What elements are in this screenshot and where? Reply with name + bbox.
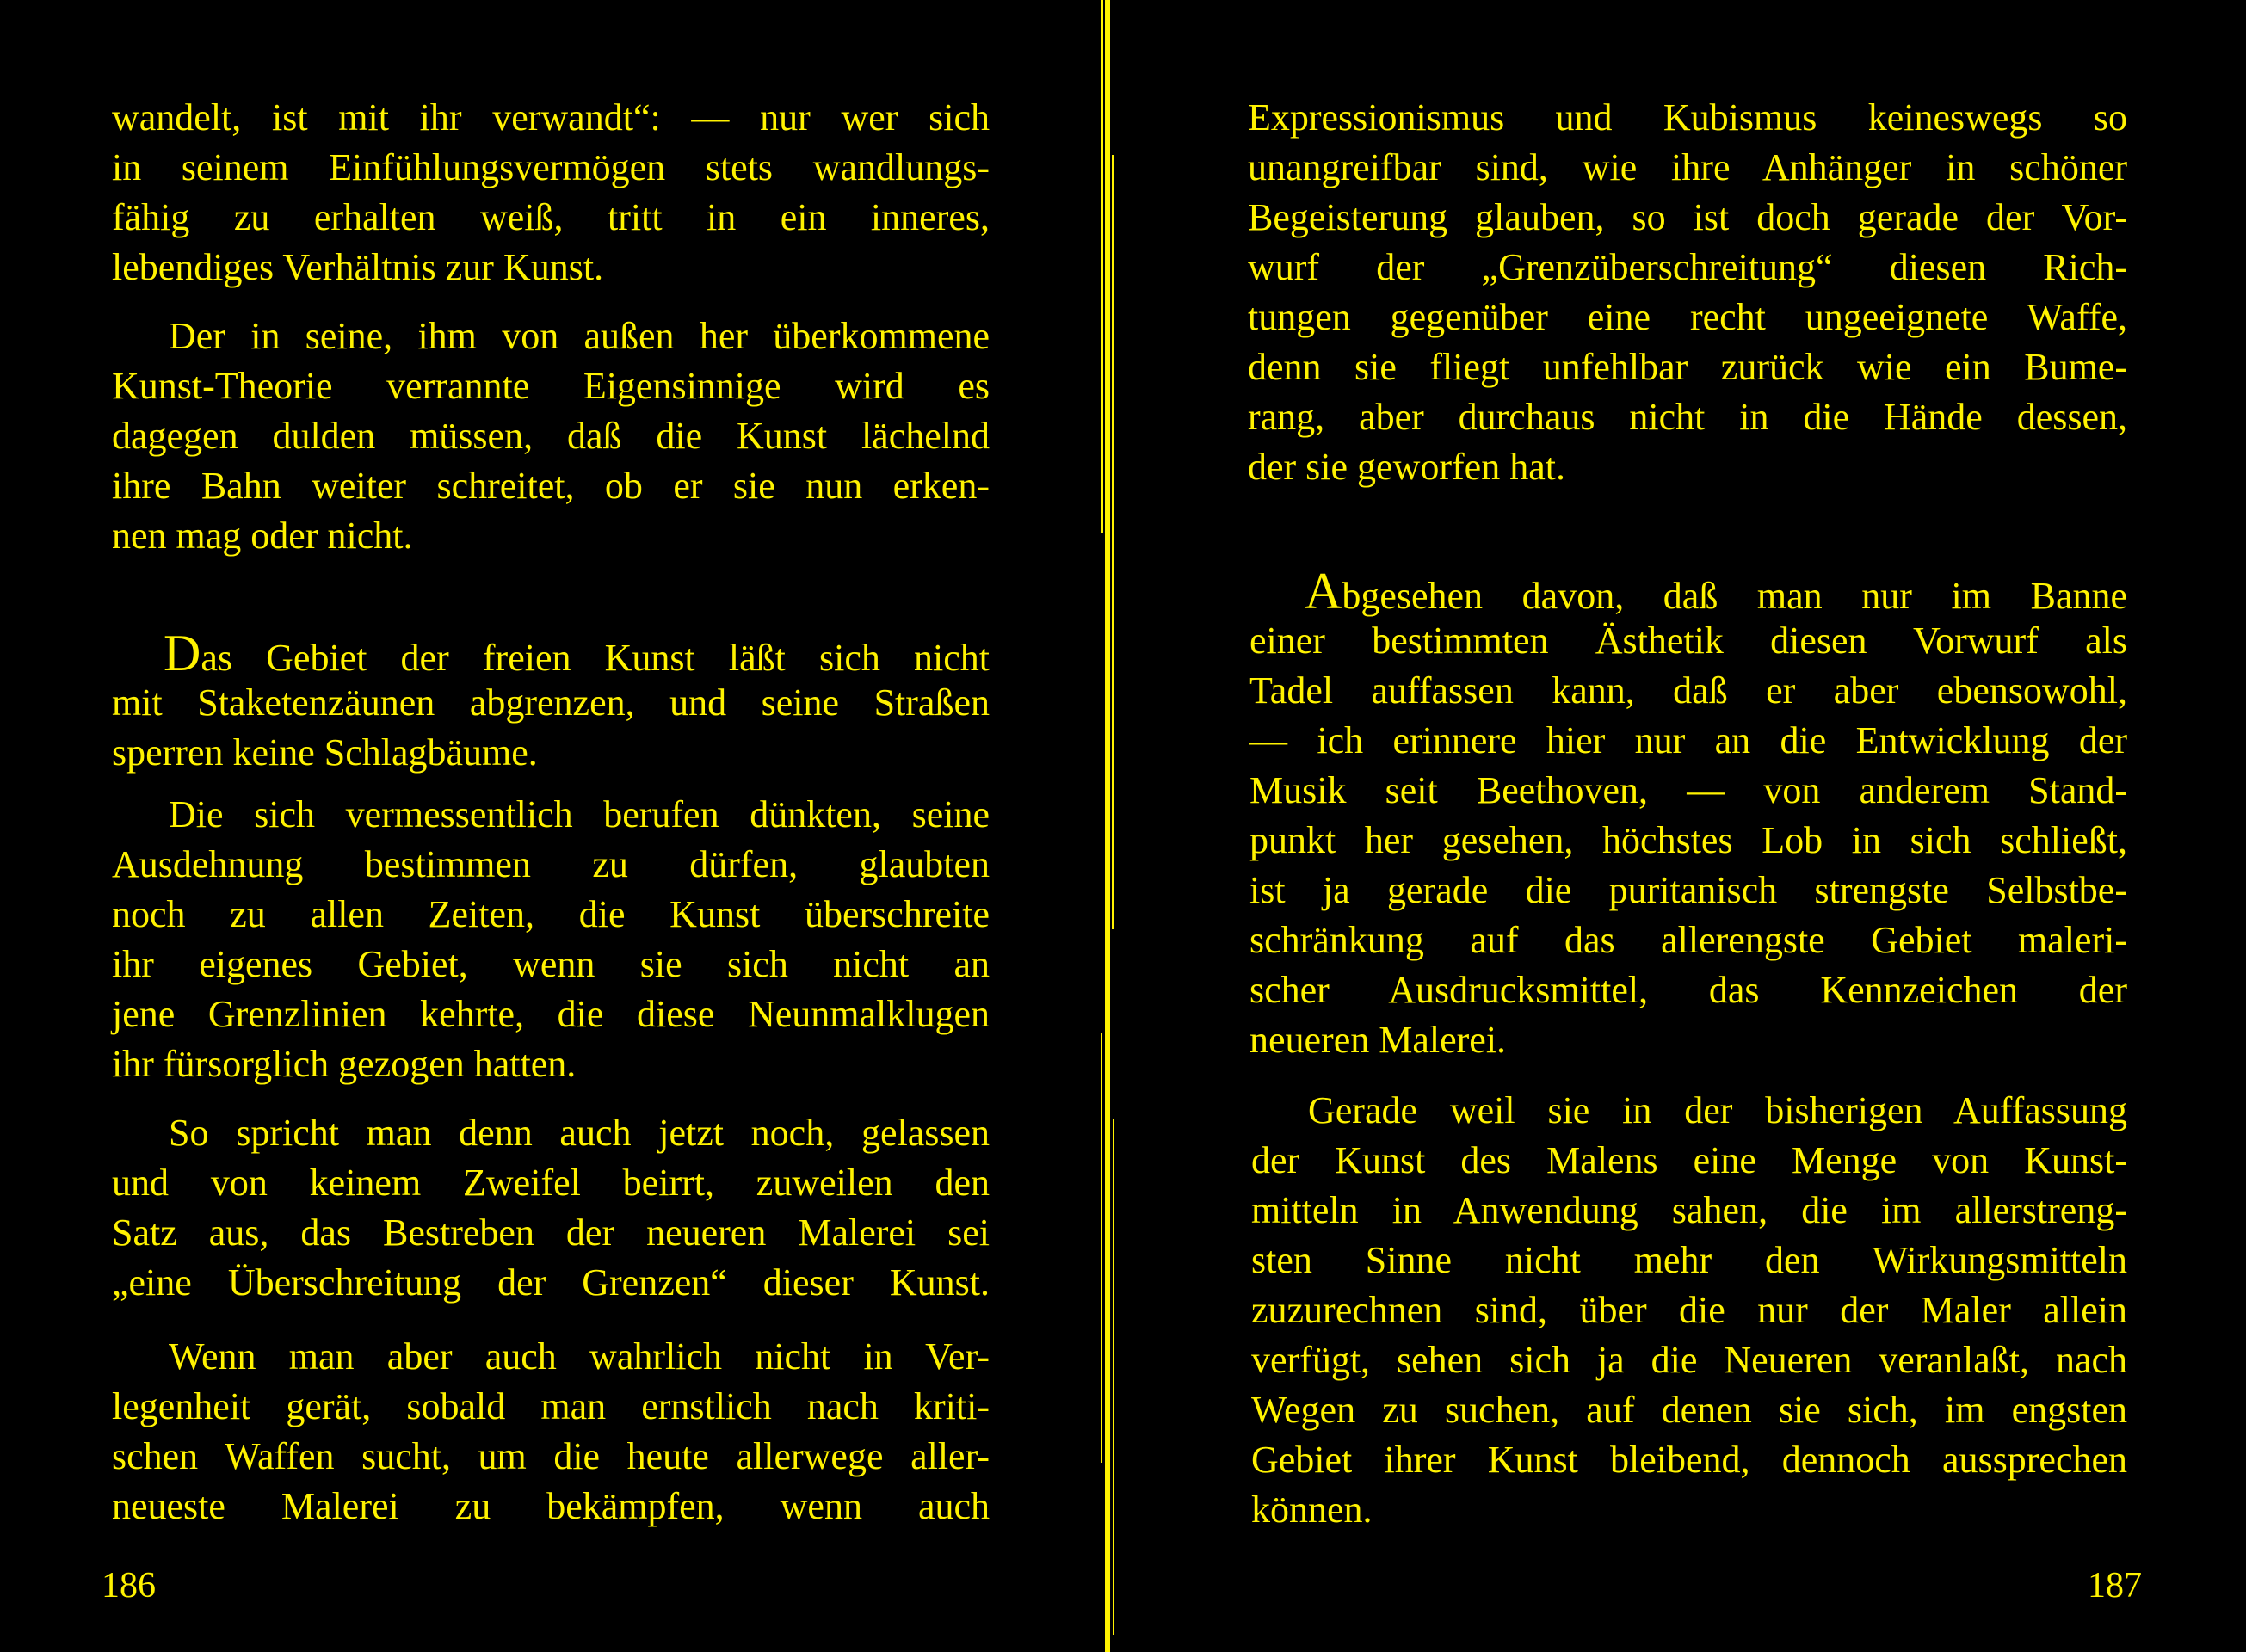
line: Kunst-Theorie verrannte Eigensinnige wird es [112,365,990,407]
line: Expressionismus und Kubismus keineswegs so [1248,96,2127,139]
line: ihr fürsorglich gezogen hatten. [112,1043,577,1085]
left-page [0,0,1101,1652]
line: denn sie fliegt unfehlbar zurück wie ein Bume- [1248,346,2127,388]
line: wurf der „Grenzüberschreitung“ diesen Rich- [1248,246,2127,288]
line: können. [1251,1489,1373,1531]
line: zuzurechnen sind, über die nur der Maler allein [1251,1289,2127,1331]
line: So spricht man denn auch jetzt noch, gelassen [169,1112,990,1154]
line: Das Gebiet der freien Kunst läßt sich nicht [164,625,990,681]
line: neueren Malerei. [1249,1019,1507,1061]
line: der sie geworfen hat. [1248,446,1565,488]
line: mitteln in Anwendung sahen, die im allerstreng- [1251,1189,2127,1231]
line: dagegen dulden müssen, daß die Kunst lächelnd [112,415,990,457]
line: Der in seine, ihm von außen her überkommene [169,315,990,357]
line: verfügt, sehen sich ja die Neueren veranlaßt, nach [1251,1339,2127,1381]
line: punkt her gesehen, höchstes Lob in sich schließt, [1249,819,2127,861]
line: Satz aus, das Bestreben der neueren Malerei sei [112,1211,990,1254]
line: wandelt, ist mit ihr verwandt“: — nur wer sich [112,96,990,139]
line: tungen gegenüber eine recht ungeeignete Waffe, [1248,296,2127,338]
line: Gebiet ihrer Kunst bleibend, dennoch aussprechen [1251,1439,2127,1481]
line: schränkung auf das allerengste Gebiet maleri- [1249,919,2127,961]
line: unangreifbar sind, wie ihre Anhänger in schöner [1248,146,2127,188]
line: ist ja gerade die puritanisch strengste Selbstbe- [1249,869,2127,911]
line: Begeisterung glauben, so ist doch gerade der Vor- [1248,196,2127,238]
line: ihre Bahn weiter schreitet, ob er sie nun erken- [112,465,990,507]
paragraph-6 [112,1332,990,1532]
paragraph-3 [1251,1086,2127,1535]
line: ihr eigenes Gebiet, wenn sie sich nicht an [112,943,990,985]
paragraph-2 [1249,563,2127,1065]
line: sten Sinne nicht mehr den Wirkungsmitteln [1251,1239,2127,1281]
page-number: 186 [102,1566,156,1606]
line: schen Waffen sucht, um die heute allerwege aller- [112,1435,990,1477]
line: Tadel auffassen kann, daß er aber ebensowohl, [1249,669,2127,712]
paragraph-4 [112,790,990,1089]
line: in seinem Einfühlungsvermögen stets wandlungs- [112,146,990,188]
line: mit Staketenzäunen abgrenzen, und seine Straßen [112,681,990,724]
line: der Kunst des Malens eine Menge von Kunst- [1251,1139,2127,1181]
line: neueste Malerei zu bekämpfen, wenn auch [112,1485,990,1527]
line: Abgesehen davon, daß man nur im Banne [1305,563,2127,620]
line: fähig zu erhalten weiß, tritt in ein inneres, [112,196,990,238]
line: Wegen zu suchen, auf denen sie sich, im engsten [1251,1389,2127,1431]
line: rang, aber durchaus nicht in die Hände dessen, [1248,396,2127,438]
line: einer bestimmten Ästhetik diesen Vorwurf als [1249,620,2127,662]
line: — ich erinnere hier nur an die Entwicklung der [1249,719,2127,761]
line: legenheit gerät, sobald man ernstlich nach kriti- [112,1385,990,1427]
line: noch zu allen Zeiten, die Kunst überschreite [112,893,990,935]
paragraph-1 [112,93,990,293]
line: „eine Überschreitung der Grenzen“ dieser Kunst. [112,1261,990,1304]
line: Gerade weil sie in der bisherigen Auffassung [1308,1089,2127,1131]
line: Ausdehnung bestimmen zu dürfen, glaubten [112,843,990,885]
paragraph-2 [112,311,990,561]
line: nen mag oder nicht. [112,515,413,557]
line: sperren keine Schlagbäume. [112,731,538,774]
paragraph-5 [112,1108,990,1308]
line: Wenn man aber auch wahrlich nicht in Ver- [169,1335,990,1378]
line: jene Grenzlinien kehrte, die diese Neunmalklugen [112,993,990,1035]
paragraph-1 [1248,93,2127,492]
line: und von keinem Zweifel beirrt, zuweilen den [112,1162,990,1204]
line: scher Ausdrucksmittel, das Kennzeichen der [1249,969,2127,1011]
line: lebendiges Verhältnis zur Kunst. [112,246,604,288]
paragraph-3 [112,625,990,778]
page-number: 187 [2088,1566,2142,1606]
line: Die sich vermessentlich berufen dünkten, seine [169,793,990,835]
line: Musik seit Beethoven, — von anderem Stand- [1249,769,2127,811]
right-page [1119,0,2246,1652]
book-spine [1098,0,1117,1652]
